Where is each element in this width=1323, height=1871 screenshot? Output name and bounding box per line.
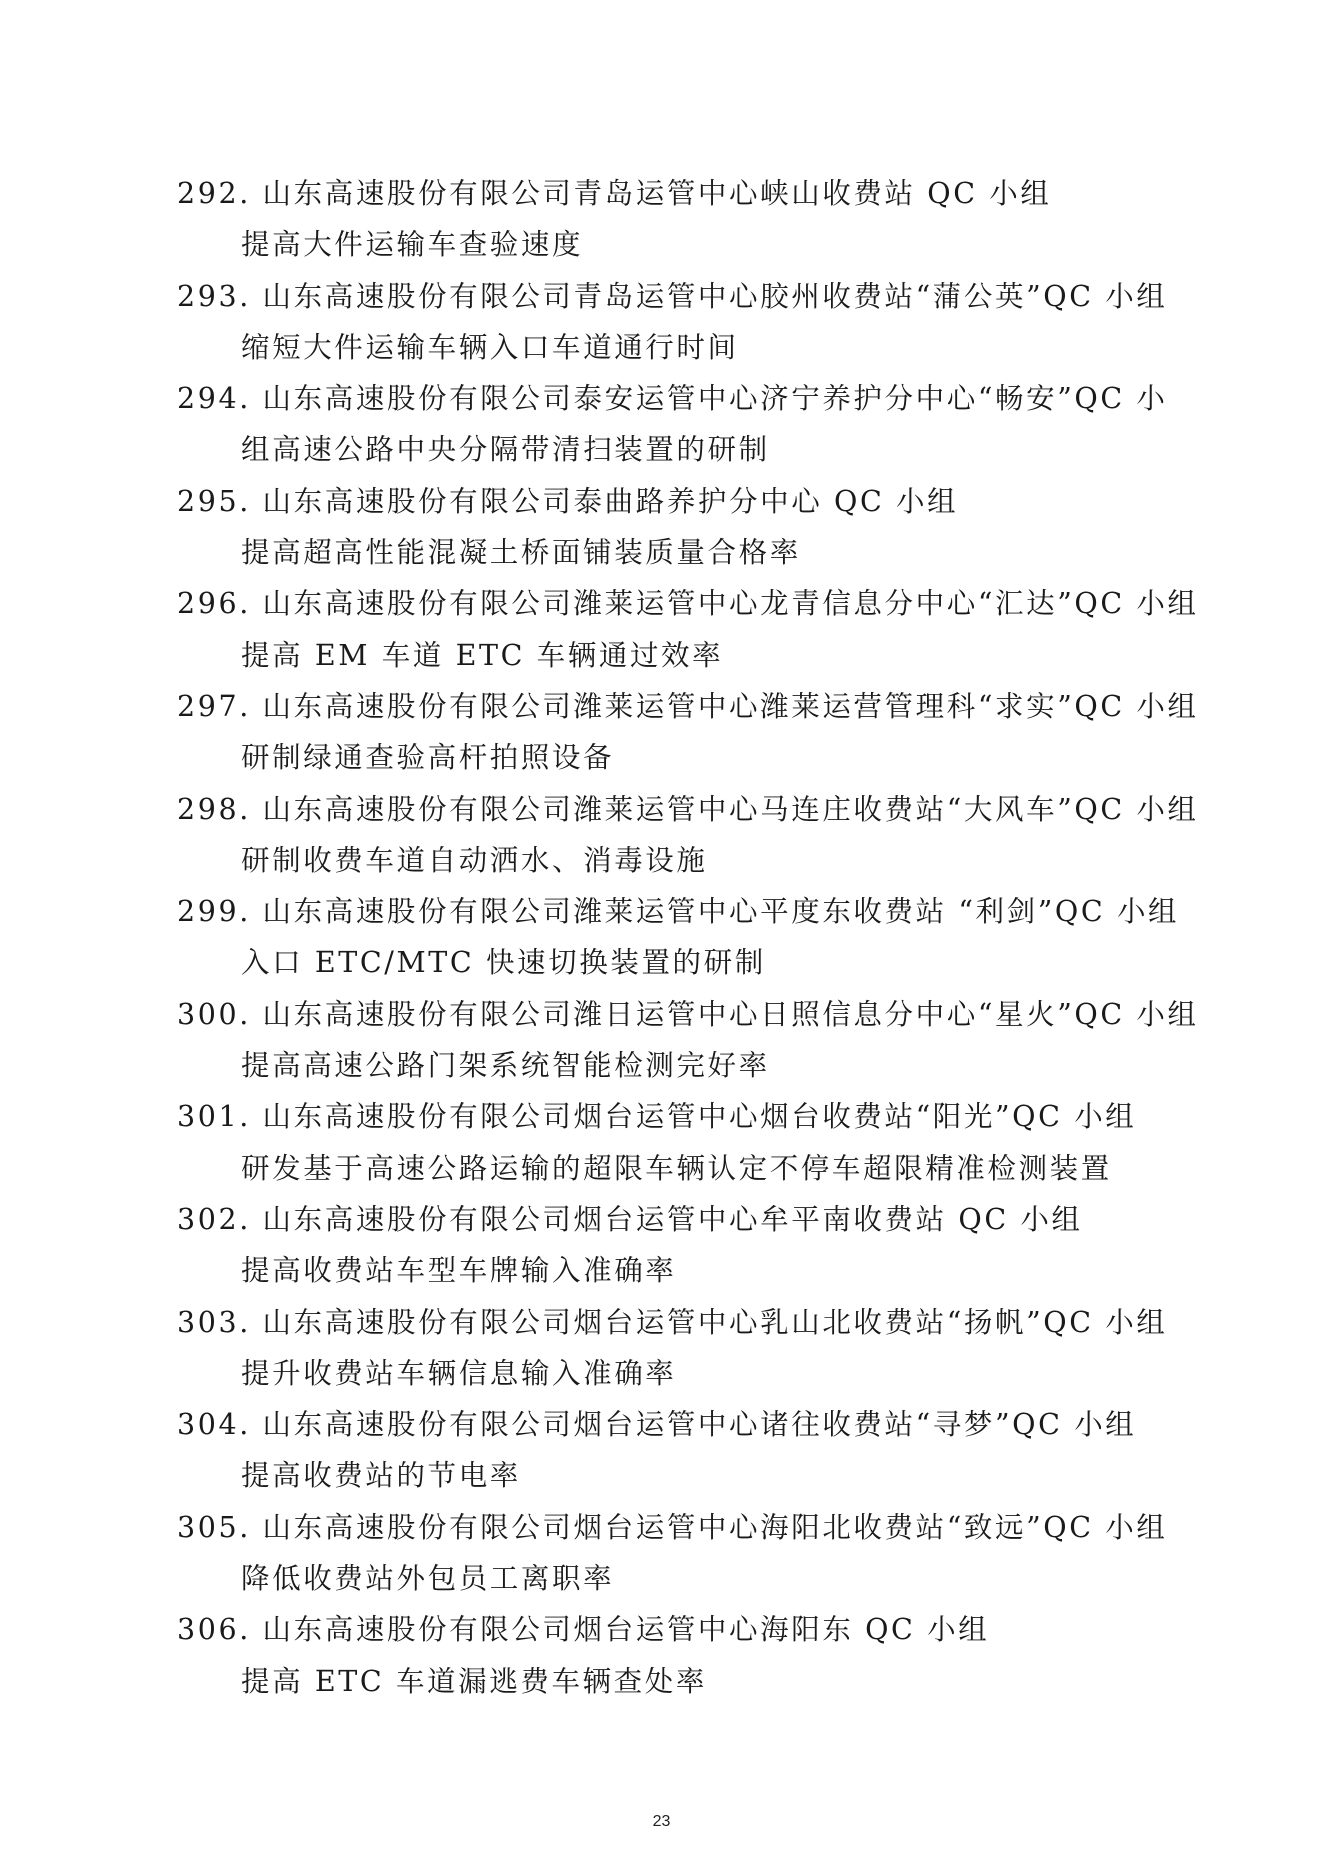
- entry-title: 294. 山东高速股份有限公司泰安运管中心济宁养护分中心“畅安”QC 小: [177, 382, 1168, 416]
- entry-title: 297. 山东高速股份有限公司潍莱运管中心潍莱运营管理科“求实”QC 小组: [177, 689, 1199, 723]
- entry-subject: 降低收费站外包员工离职率: [241, 1562, 615, 1596]
- entry-subject: 提高收费站车型车牌输入准确率: [241, 1254, 677, 1288]
- list-item: [177, 373, 1167, 476]
- list-item: [177, 1604, 1167, 1707]
- entry-subject: 提高超高性能混凝土桥面铺装质量合格率: [241, 536, 801, 570]
- entry-subject: 研制绿通查验高杆拍照设备: [241, 741, 615, 775]
- entry-subject: 提高 ETC 车道漏逃费车辆查处率: [241, 1664, 707, 1698]
- list-item: [177, 989, 1199, 1092]
- entry-subject: 提高高速公路门架系统智能检测完好率: [241, 1049, 770, 1083]
- list-item: [177, 784, 1199, 887]
- entry-title: 295. 山东高速股份有限公司泰曲路养护分中心 QC 小组: [177, 484, 959, 518]
- entry-title: 298. 山东高速股份有限公司潍莱运管中心马连庄收费站“大风车”QC 小组: [177, 792, 1199, 826]
- list-item: [177, 1502, 1167, 1605]
- list-item: [177, 1091, 1167, 1194]
- entry-subject: 组高速公路中央分隔带清扫装置的研制: [241, 433, 770, 467]
- list-item: [177, 1194, 1167, 1297]
- entry-subject: 研发基于高速公路运输的超限车辆认定不停车超限精准检测装置: [241, 1151, 1112, 1185]
- list-item: [177, 1297, 1167, 1400]
- entry-subject: 提高大件运输车查验速度: [241, 228, 584, 262]
- list-item: [177, 168, 1167, 271]
- entry-subject: 提高收费站的节电率: [241, 1459, 521, 1493]
- entry-subject: 研制收费车道自动洒水、消毒设施: [241, 843, 708, 877]
- list-item: [177, 1399, 1167, 1502]
- entry-subject: 提高 EM 车道 ETC 车辆通过效率: [241, 638, 724, 672]
- entry-subject: 提升收费站车辆信息输入准确率: [241, 1356, 677, 1390]
- entry-title: 305. 山东高速股份有限公司烟台运管中心海阳北收费站“致远”QC 小组: [177, 1510, 1168, 1544]
- entry-subject: 入口 ETC/MTC 快速切换装置的研制: [241, 946, 766, 980]
- list-item: [177, 271, 1167, 374]
- page-number: 23: [652, 1813, 671, 1830]
- entry-title: 302. 山东高速股份有限公司烟台运管中心牟平南收费站 QC 小组: [177, 1202, 1083, 1236]
- entry-title: 304. 山东高速股份有限公司烟台运管中心诸往收费站“寻梦”QC 小组: [177, 1408, 1137, 1442]
- entry-title: 303. 山东高速股份有限公司烟台运管中心乳山北收费站“扬帆”QC 小组: [177, 1305, 1168, 1339]
- entry-title: 292. 山东高速股份有限公司青岛运管中心峡山收费站 QC 小组: [177, 177, 1052, 210]
- entry-title: 306. 山东高速股份有限公司烟台运管中心海阳东 QC 小组: [177, 1613, 990, 1647]
- entry-title: 301. 山东高速股份有限公司烟台运管中心烟台收费站“阳光”QC 小组: [177, 1100, 1137, 1134]
- list-item: [177, 886, 1180, 989]
- entry-title: 299. 山东高速股份有限公司潍莱运管中心平度东收费站 “利剑”QC 小组: [177, 895, 1180, 929]
- entry-title: 293. 山东高速股份有限公司青岛运管中心胶州收费站“蒲公英”QC 小组: [177, 279, 1168, 313]
- entry-title: 300. 山东高速股份有限公司潍日运管中心日照信息分中心“星火”QC 小组: [177, 997, 1199, 1031]
- list-item: [177, 681, 1199, 784]
- entry-subject: 缩短大件运输车辆入口车道通行时间: [241, 330, 739, 364]
- document-body: [177, 168, 1199, 1707]
- entry-title: 296. 山东高速股份有限公司潍莱运管中心龙青信息分中心“汇达”QC 小组: [177, 587, 1199, 621]
- list-item: [177, 578, 1199, 681]
- list-item: [177, 476, 1167, 579]
